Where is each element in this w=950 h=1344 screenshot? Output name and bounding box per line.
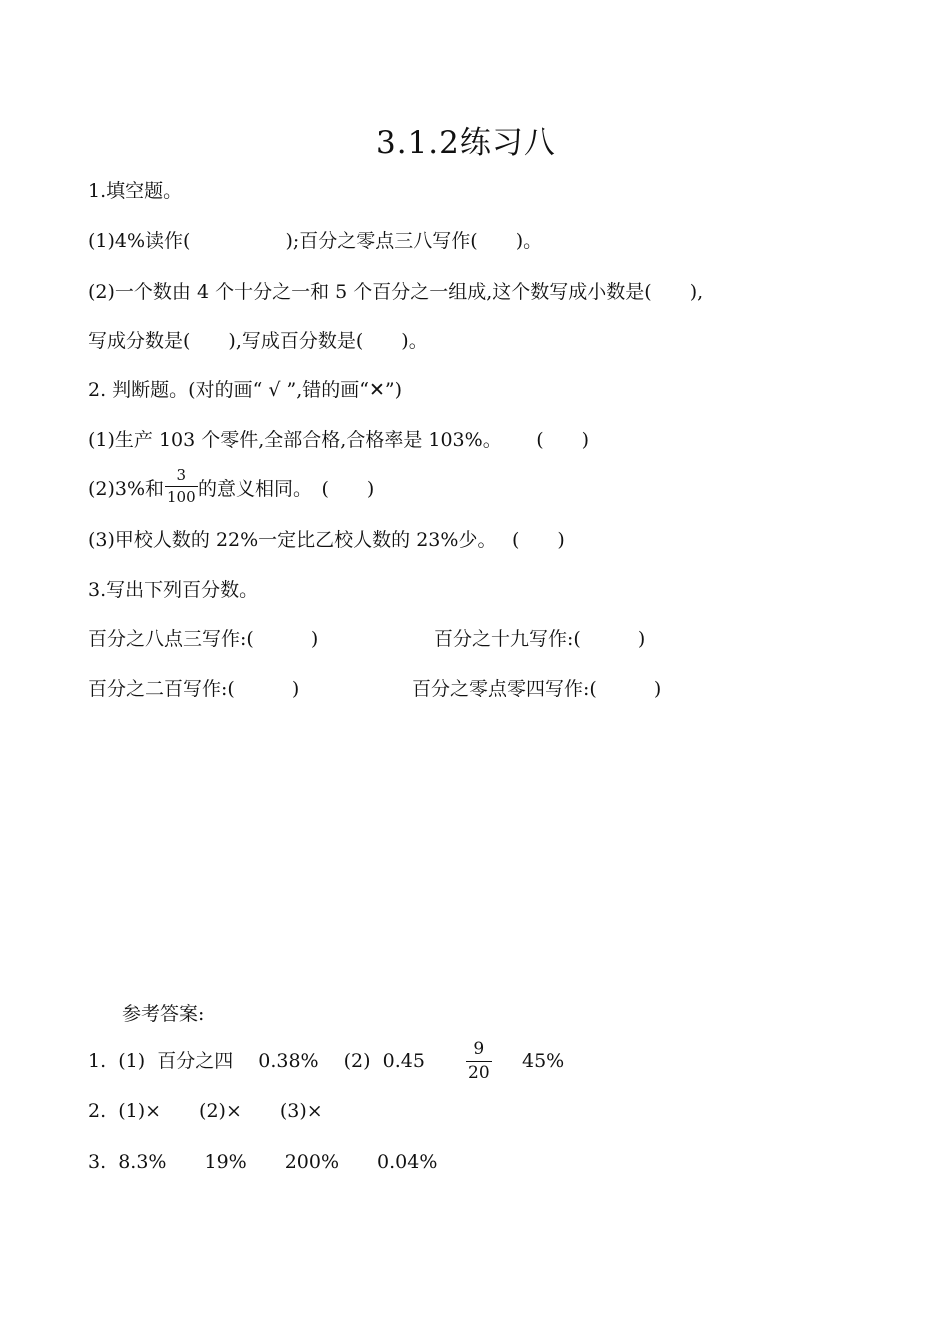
- q2-item-2-suffix: 的意义相同。 ( ): [198, 478, 375, 500]
- answer-1-prefix: 1. (1) 百分之四 0.38% (2) 0.45: [88, 1050, 425, 1072]
- answer-3: 3. 8.3% 19% 200% 0.04%: [88, 1151, 438, 1173]
- q1-heading: 1.填空题。: [88, 180, 183, 202]
- q1-item-2-line-2: 写成分数是( ),写成百分数是( )。: [88, 330, 428, 352]
- answer-1-fraction: [466, 1041, 492, 1082]
- q3-row-2-right: 百分之零点零四写作:( ): [412, 678, 662, 700]
- fraction-denominator: 20: [468, 1063, 490, 1083]
- fraction-numerator: 3: [176, 466, 187, 484]
- q2-item-2-prefix: (2)3%和: [88, 478, 165, 500]
- answer-1-suffix: 45%: [522, 1050, 565, 1072]
- fraction-numerator: 9: [473, 1039, 485, 1059]
- q3-row-2-left: 百分之二百写作:( ): [88, 678, 300, 700]
- q2-item-1: (1)生产 103 个零件,全部合格,合格率是 103%。 ( ): [88, 429, 590, 451]
- q2-item-2-fraction: [165, 468, 198, 505]
- q2-item-3: (3)甲校人数的 22%一定比乙校人数的 23%少。 ( ): [88, 529, 565, 551]
- page-title: 3.1.2练习八: [376, 125, 556, 161]
- q3-row-1-right: 百分之十九写作:( ): [434, 628, 646, 650]
- q2-heading: 2. 判断题。(对的画“ √ ”,错的画“✕”): [88, 379, 402, 401]
- q1-item-2-line-1: (2)一个数由 4 个十分之一和 5 个百分之一组成,这个数写成小数是( ),: [88, 281, 704, 303]
- fraction-denominator: 100: [167, 488, 196, 506]
- answers-heading: 参考答案:: [122, 1003, 205, 1025]
- q1-item-1: (1)4%读作( );百分之零点三八写作( )。: [88, 230, 543, 252]
- q3-heading: 3.写出下列百分数。: [88, 579, 259, 601]
- q3-row-1-left: 百分之八点三写作:( ): [88, 628, 319, 650]
- answer-2: 2. (1)× (2)× (3)×: [88, 1100, 323, 1122]
